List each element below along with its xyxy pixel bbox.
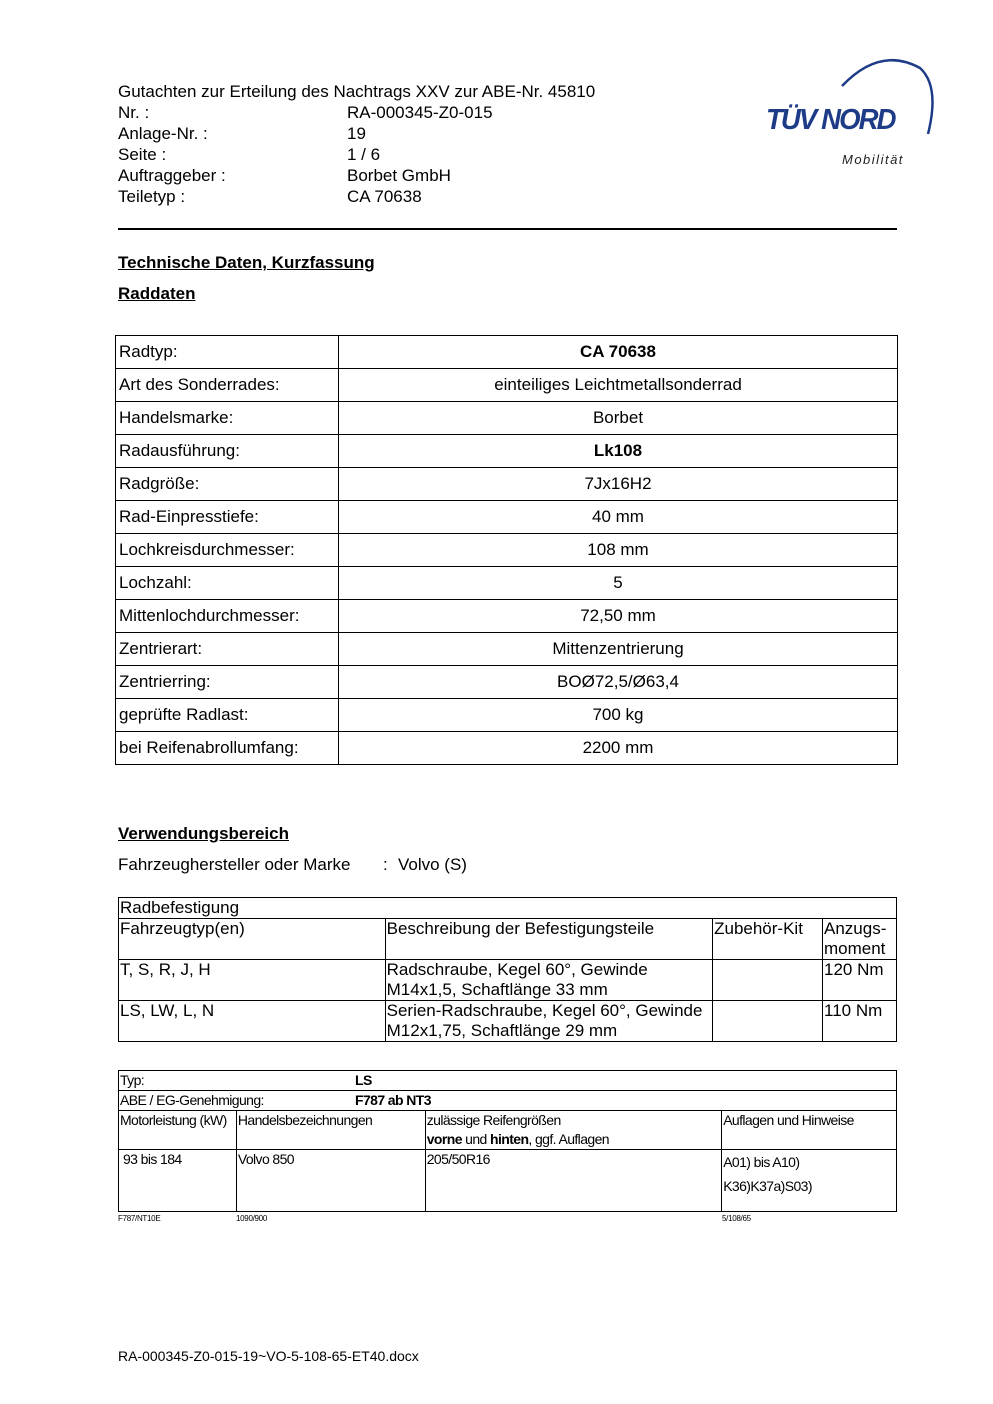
cell-value: 108 mm (339, 534, 898, 567)
table-row (116, 633, 898, 666)
cell-label: bei Reifenabrollumfang: (116, 732, 339, 765)
section-title-kurzfassung: Technische Daten, Kurzfassung (118, 253, 375, 272)
report-title-text: Gutachten zur Erteilung des Nachtrags XXV zur ABE-Nr. 45810 (118, 82, 596, 101)
table-row (116, 468, 898, 501)
typ-value: LS (355, 1072, 372, 1088)
abe-cell (119, 1091, 897, 1111)
table-row (119, 960, 897, 1001)
abe-value: F787 ab NT3 (355, 1092, 431, 1108)
cell-motorleistung: 93 bis 184 (119, 1150, 237, 1212)
table-row (119, 1001, 897, 1042)
cell-label: Rad-Einpresstiefe: (116, 501, 339, 534)
table-row (116, 369, 898, 402)
cell-label: Radgröße: (116, 468, 339, 501)
header-value: CA 70638 (347, 187, 422, 206)
auflagen-line1: A01) bis A10) (723, 1154, 800, 1170)
abe-label: ABE / EG-Genehmigung: (120, 1092, 264, 1108)
header-value: 19 (347, 124, 366, 143)
cell-value: 5 (339, 567, 898, 600)
table-header-row (119, 919, 897, 960)
column-header: Motorleistung (kW) (119, 1111, 237, 1150)
cell-value: 40 mm (339, 501, 898, 534)
auflagen-line2: K36)K37a)S03) (723, 1178, 812, 1194)
cell-value: 7Jx16H2 (339, 468, 898, 501)
cell-label: Lochkreisdurchmesser: (116, 534, 339, 567)
header-label: Seite : (118, 145, 167, 164)
cell-label: Radausführung: (116, 435, 339, 468)
cell-label: Art des Sonderrades: (116, 369, 339, 402)
cell-moment: 120 Nm (823, 960, 897, 1001)
cell-value: 700 kg (339, 699, 898, 732)
table-row (116, 732, 898, 765)
header-label: Auftraggeber : (118, 166, 226, 185)
table-row (116, 666, 898, 699)
cell-value: BOØ72,5/Ø63,4 (339, 666, 898, 699)
raddaten-table (115, 335, 898, 765)
logo: TÜV NORD (766, 104, 895, 136)
header-value: 1 / 6 (347, 145, 381, 164)
typ-table (118, 1070, 897, 1212)
fahrzeug-value: Volvo (S) (398, 855, 467, 874)
cell-beschreibung: Serien-Radschraube, Kegel 60°, Gewinde M12x1,75, Schaftlänge 29 mm (385, 1001, 712, 1042)
cell-auflagen (722, 1150, 897, 1212)
typ-cell (119, 1071, 897, 1091)
table-title-row (119, 898, 897, 919)
section-title-raddaten: Raddaten (118, 284, 196, 303)
cell-value: 2200 mm (339, 732, 898, 765)
column-header: Anzugs- moment (823, 919, 897, 960)
cell-label: Lochzahl: (116, 567, 339, 600)
cell-value: 72,50 mm (339, 600, 898, 633)
cell-fahrzeugtyp: LS, LW, L, N (119, 1001, 386, 1042)
cell-moment: 110 Nm (823, 1001, 897, 1042)
cell-label: Mittenlochdurchmesser: (116, 600, 339, 633)
cell-value: Borbet (339, 402, 898, 435)
befestigung-table (118, 897, 897, 1042)
table-row (116, 501, 898, 534)
header-value: Borbet GmbH (347, 166, 451, 185)
cell-value: einteiliges Leichtmetallsonderrad (339, 369, 898, 402)
table-row (116, 699, 898, 732)
cell-zubehoer (713, 1001, 823, 1042)
cell-zubehoer (713, 960, 823, 1001)
document-filename: RA-000345-Z0-015-19~VO-5-108-65-ET40.docx (118, 1348, 419, 1364)
typ-label: Typ: (120, 1072, 145, 1088)
cell-label: Zentrierart: (116, 633, 339, 666)
column-header-reifen (425, 1111, 721, 1150)
column-header: Auflagen und Hinweise (722, 1111, 897, 1150)
header-label: Teiletyp : (118, 187, 186, 206)
cell-beschreibung: Radschraube, Kegel 60°, Gewinde M14x1,5, Schaftlänge 33 mm (385, 960, 712, 1001)
cell-fahrzeugtyp: T, S, R, J, H (119, 960, 386, 1001)
table-header-row (119, 1111, 897, 1150)
befestigung-title: Radbefestigung (119, 898, 897, 919)
logo-subtitle: Mobilität (842, 152, 904, 167)
cell-label: geprüfte Radlast: (116, 699, 339, 732)
table-row (116, 600, 898, 633)
typ-row (119, 1071, 897, 1091)
typ-foot-code-1: F787/NT10E (118, 1214, 161, 1223)
table-row (116, 534, 898, 567)
cell-reifengroesse: 205/50R16 (425, 1150, 721, 1212)
header-value: RA-000345-Z0-015 (347, 103, 493, 122)
header-divider (118, 228, 897, 230)
column-header: Beschreibung der Befestigungsteile (385, 919, 712, 960)
header-label: Anlage-Nr. : (118, 124, 208, 143)
column-header: Fahrzeugtyp(en) (119, 919, 386, 960)
cell-label: Zentrierring: (116, 666, 339, 699)
reifen-header-line1: zulässige Reifengrößen (426, 1112, 561, 1128)
table-row (116, 336, 898, 369)
typ-foot-code-2: 1090/900 (236, 1214, 267, 1223)
table-row (116, 567, 898, 600)
table-row (119, 1150, 897, 1212)
column-header: Zubehör-Kit (713, 919, 823, 960)
cell-label: Handelsmarke: (116, 402, 339, 435)
table-row (116, 435, 898, 468)
table-row (116, 402, 898, 435)
abe-row (119, 1091, 897, 1111)
header-label: Nr. : (118, 103, 150, 122)
cell-value: Lk108 (339, 435, 898, 468)
cell-label: Radtyp: (116, 336, 339, 369)
fahrzeug-colon: : (383, 855, 388, 874)
section-title-verwendung: Verwendungsbereich (118, 824, 289, 843)
fahrzeughersteller-line (118, 855, 467, 875)
cell-handelsbezeichnung: Volvo 850 (236, 1150, 425, 1212)
reifen-rest: , ggf. Auflagen (528, 1131, 609, 1147)
reifen-hinten: hinten (490, 1131, 529, 1147)
report-title (118, 81, 595, 102)
reifen-vorne: vorne (426, 1131, 462, 1147)
reifen-und: und (461, 1131, 491, 1147)
cell-value: Mittenzentrierung (339, 633, 898, 666)
cell-value: CA 70638 (339, 336, 898, 369)
column-header: Handelsbezeichnungen (236, 1111, 425, 1150)
fahrzeug-label: Fahrzeughersteller oder Marke (118, 855, 351, 874)
typ-foot-code-3: 5/108/65 (722, 1214, 751, 1223)
